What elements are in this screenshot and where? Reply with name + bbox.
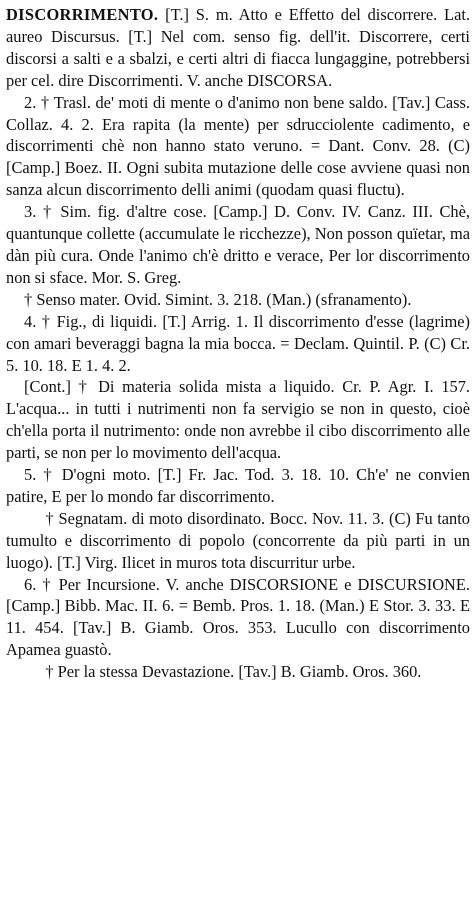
entry-sense-3-sub: † Senso mater. Ovid. Simint. 3. 218. (Man.) (sfranamento). <box>24 289 412 309</box>
entry-intro <box>6 4 470 92</box>
entry-intro-text: [T.] S. m. Atto e Effetto del discorrere. Lat. aureo Discursus. [T.] Nel com. senso fig. dell'it. Discorrere, certi discorsi a salti e a sbalzi, e certi altri di fiacca lungaggine, potrebbersi per cel. dire Discorrimenti. V. anche DISCORSA. <box>6 5 470 90</box>
entry-sense-5: 5. † D'ogni moto. [T.] Fr. Jac. Tod. 3. 18. 10. Ch'e' ne convien patire, E per lo mondo far discorrimento. <box>6 465 470 506</box>
entry-sense-4: 4. † Fig., di liquidi. [T.] Arrig. 1. Il discorrimento d'esse (lagrime) con amari beveraggi bagna la mia bocca. = Declam. Quintil. P. (C) Cr. 5. 10. 18. E 1. 4. 2. <box>6 311 470 375</box>
entry-sense-4-sub: [Cont.] † Di materia solida mista a liquido. Cr. P. Agr. I. 157. L'acqua... in tutti i nutrimenti non fa servigio se non in questo, cioè ch'ella porta il nutrimento: onde non avrebbe il cibo discorrimento alle parti, se non per lo movimento dell'acqua. <box>6 377 470 463</box>
entry-sense-6-sub: † Per la stessa Devastazione. [Tav.] B. Giamb. Oros. 360. <box>45 662 422 682</box>
entry-sense-2: 2. † Trasl. de' moti di mente o d'animo non bene saldo. [Tav.] Cass. Collaz. 4. 2. Era rapita (la mente) per sdrucciolente cadimento, e discorrimenti chè non hanno stato veruno. = Dant. Conv. 28. (C) [Camp.] Boez. II. Ogni subita mutazione delle cose avviene quasi non sanza alcun discorrimento delli animi (quodam quasi fluctu). <box>6 92 470 200</box>
entry-sense-5-sub: † Segnatam. di moto disordinato. Bocc. Nov. 11. 3. (C) Fu tanto tumulto e discorrimento di popolo (concorrente da più parti in un luogo). [T.] Virg. Ilicet in muros tota discurritur urbe. <box>6 508 470 572</box>
entry-sense-6: 6. † Per Incursione. V. anche DISCORSIONE e DISCURSIONE. [Camp.] Bibb. Mac. II. 6. = Bemb. Pros. 1. 18. (Man.) E Stor. 3. 33. E 11. 454. [Tav.] B. Giamb. Oros. 353. Lucullo con discorrimento Apamea guastò. <box>6 574 470 660</box>
entry-sense-3: 3. † Sim. fig. d'altre cose. [Camp.] D. Conv. IV. Canz. III. Chè, quantunque collette (accumulate le ricchezze), Non posson quïetar, ma dàn più cura. Onde l'animo ch'è dritto e verace, Per lor discorrimento non si sface. Mor. S. Greg. <box>6 202 470 287</box>
headword: DISCORRIMENTO. <box>6 5 159 24</box>
